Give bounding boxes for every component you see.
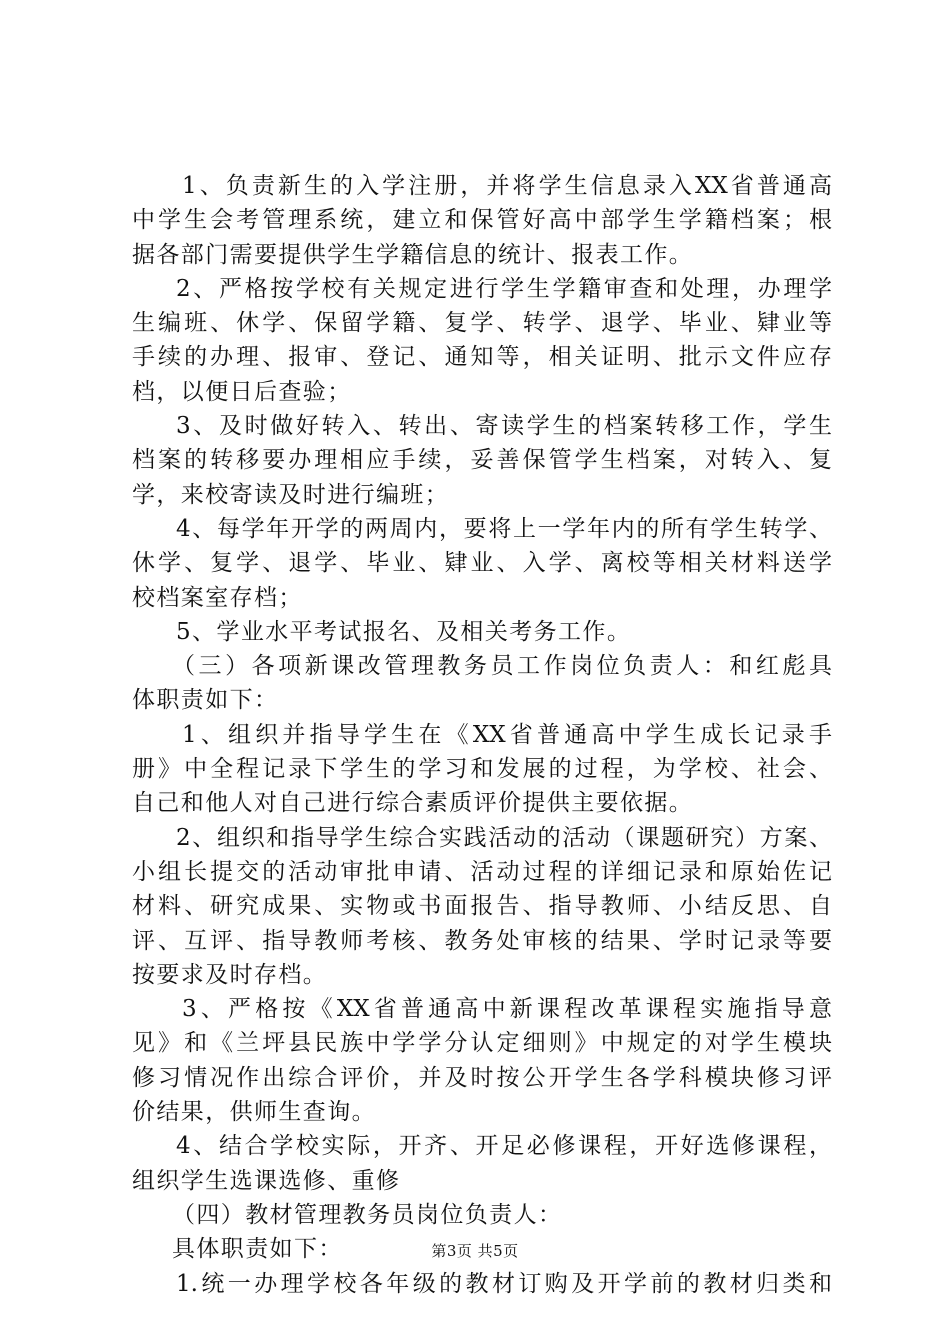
text-line: 材料、研究成果、实物或书面报告、指导教师、小结反思、自 <box>132 893 832 920</box>
text-line: 据各部门需要提供学生学籍信息的统计、报表工作。 <box>132 241 694 268</box>
text-line: 档，以便日后查验； <box>132 378 352 405</box>
text-line: 修习情况作出综合评价，并及时按公开学生各学科模块修习评 <box>132 1064 832 1091</box>
text-line: 组织学生选课选修、重修 <box>132 1167 401 1194</box>
text-line: 自己和他人对自己进行综合素质评价提供主要依据。 <box>132 790 694 817</box>
text-line: 学，来校寄读及时进行编班； <box>132 481 450 508</box>
text-line: 册》中全程记录下学生的学习和发展的过程，为学校、社会、 <box>132 756 832 783</box>
page-footer: 第3页 共5页 <box>431 1242 519 1260</box>
text-line: 按要求及时存档。 <box>132 961 328 988</box>
text-line: 具体职责如下： <box>172 1236 343 1263</box>
text-line: 中学生会考管理系统，建立和保管好高中部学生学籍档案；根 <box>132 207 832 234</box>
text-line: 休学、复学、退学、毕业、肄业、入学、离校等相关材料送学 <box>132 550 832 577</box>
text-line: 校档案室存档； <box>132 584 303 611</box>
text-line: 价结果，供师生查询。 <box>132 1099 376 1126</box>
text-line: 生编班、休学、保留学籍、复学、转学、退学、毕业、肄业等 <box>132 310 832 337</box>
text-line: 档案的转移要办理相应手续，妥善保管学生档案，对转入、复 <box>132 447 832 474</box>
document-body <box>132 169 832 1301</box>
text-line: 1、组织并指导学生在《XX省普通高中学生成长记录手 <box>182 721 832 748</box>
text-line: 手续的办理、报审、登记、通知等，相关证明、批示文件应存 <box>132 344 832 371</box>
text-line: 4、结合学校实际，开齐、开足必修课程，开好选修课程， <box>176 1133 832 1160</box>
text-line: 1.统一办理学校各年级的教材订购及开学前的教材归类和 <box>176 1270 832 1297</box>
text-line: 4、每学年开学的两周内，要将上一学年内的所有学生转学、 <box>176 515 832 542</box>
text-line: （四）教材管理教务员岗位负责人： <box>172 1201 563 1228</box>
text-line: 2、严格按学校有关规定进行学生学籍审查和处理，办理学 <box>176 275 832 302</box>
text-line: 1、负责新生的入学注册，并将学生信息录入XX省普通高 <box>182 173 832 199</box>
text-line: 体职责如下： <box>132 687 279 714</box>
text-line: 2、组织和指导学生综合实践活动的活动（课题研究）方案、 <box>176 824 832 851</box>
text-line: （三）各项新课改管理教务员工作岗位负责人：和红彪具 <box>172 653 832 680</box>
text-line: 小组长提交的活动审批申请、活动过程的详细记录和原始佐记 <box>132 858 832 885</box>
text-line: 3、及时做好转入、转出、寄读学生的档案转移工作，学生 <box>176 413 832 440</box>
text-line: 评、互评、指导教师考核、教务处审核的结果、学时记录等要 <box>132 927 832 954</box>
text-line: 3、严格按《XX省普通高中新课程改革课程实施指导意 <box>182 996 832 1023</box>
text-line: 见》和《兰坪县民族中学学分认定细则》中规定的对学生模块 <box>132 1030 832 1057</box>
text-line: 5、学业水平考试报名、及相关考务工作。 <box>176 618 632 645</box>
